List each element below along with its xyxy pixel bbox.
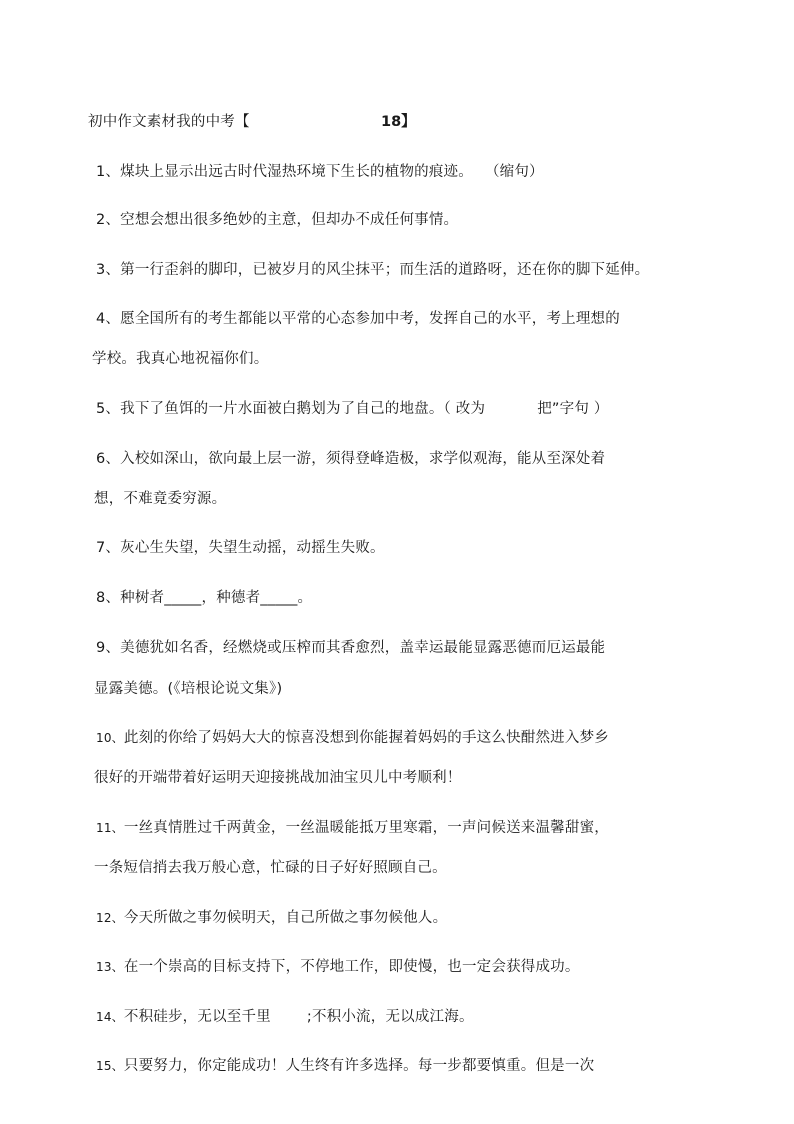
list-item-continuation: 学校。我真心地祝福你们。 — [92, 351, 269, 367]
list-item — [96, 538, 385, 558]
item-text: 煤块上显示出远古时代湿热环境下生长的植物的痕迹。 — [120, 164, 473, 180]
list-item — [96, 728, 609, 748]
item-text: 美德犹如名香，经燃烧或压榨而其香愈烈，盖幸运最能显露恶德而厄运最能 — [120, 640, 606, 656]
list-item — [96, 210, 458, 230]
item-number: 4、 — [96, 311, 121, 327]
list-item — [96, 260, 649, 280]
list-item-continuation: 一条短信捎去我万般心意，忙碌的日子好好照顾自己。 — [94, 860, 447, 876]
item-text: 入校如深山，欲向最上层一游，须得登峰造极，求学似观海，能从至深处着 — [120, 451, 606, 467]
item-number: 7、 — [96, 540, 121, 556]
item-note: 把”字句 ） — [537, 401, 609, 417]
item-text: 种树者_____，种德者_____。 — [120, 590, 313, 606]
item-number: 15、 — [96, 1059, 124, 1073]
item-number: 14、 — [96, 1010, 124, 1024]
list-item-continuation: 想，不难竟委穷源。 — [94, 491, 227, 507]
item-text: 空想会想出很多绝妙的主意，但却办不成任何事情。 — [120, 212, 459, 228]
item-text: 只要努力，你定能成功！人生终有许多选择。每一步都要慎重。但是一次 — [123, 1058, 595, 1074]
item-number: 2、 — [96, 212, 121, 228]
item-number: 9、 — [96, 640, 121, 656]
item-text: 不积硅步，无以至千里 — [123, 1009, 271, 1025]
title-number: 18】 — [381, 114, 416, 130]
item-text: 我下了鱼饵的一片水面被白鹅划为了自己的地盘。（ 改为 — [120, 401, 486, 417]
list-item — [96, 1007, 474, 1027]
item-note: ;不积小流，无以成江海。 — [306, 1009, 474, 1025]
item-text: 第一行歪斜的脚印，已被岁月的风尘抹平；而生活的道路呀，还在你的脚下延伸。 — [120, 262, 650, 278]
item-text: 今天所做之事勿候明天，自己所做之事勿候他人。 — [123, 910, 448, 926]
item-text: 灰心生失望，失望生动摇，动摇生失败。 — [120, 540, 385, 556]
list-item — [96, 908, 447, 928]
item-number: 1、 — [96, 164, 121, 180]
list-item — [96, 957, 580, 977]
page-title — [88, 112, 250, 132]
item-number: 3、 — [96, 262, 121, 278]
item-note: （缩句） — [484, 164, 544, 180]
item-number: 6、 — [96, 451, 121, 467]
item-text: 一丝真情胜过千两黄金，一丝温暖能抵万里寒霜，一声问候送来温馨甜蜜， — [123, 820, 609, 836]
list-item — [96, 588, 312, 608]
item-number: 12、 — [96, 911, 124, 925]
item-number: 11、 — [96, 821, 124, 835]
list-item-continuation: 显露美德。(《培根论说文集》) — [94, 681, 283, 697]
item-text: 此刻的你给了妈妈大大的惊喜没想到你能握着妈妈的手这么快酣然进入梦乡 — [123, 730, 609, 746]
list-item-continuation: 很好的开端带着好运明天迎接挑战加油宝贝儿中考顺利！ — [94, 770, 462, 786]
list-item — [96, 449, 605, 469]
title-text: 初中作文素材我的中考【 — [88, 114, 250, 130]
item-number: 10、 — [96, 731, 124, 745]
item-text: 在一个崇高的目标支持下，不停地工作，即使慢，也一定会获得成功。 — [123, 959, 580, 975]
list-item — [96, 638, 605, 658]
item-number: 13、 — [96, 960, 124, 974]
list-item — [96, 399, 609, 419]
list-item — [96, 309, 620, 329]
item-text: 愿全国所有的考生都能以平常的心态参加中考，发挥自己的水平，考上理想的 — [120, 311, 620, 327]
list-item — [96, 162, 544, 182]
list-item — [96, 818, 609, 838]
item-number: 8、 — [96, 590, 121, 606]
list-item — [96, 1056, 594, 1076]
item-number: 5、 — [96, 401, 121, 417]
